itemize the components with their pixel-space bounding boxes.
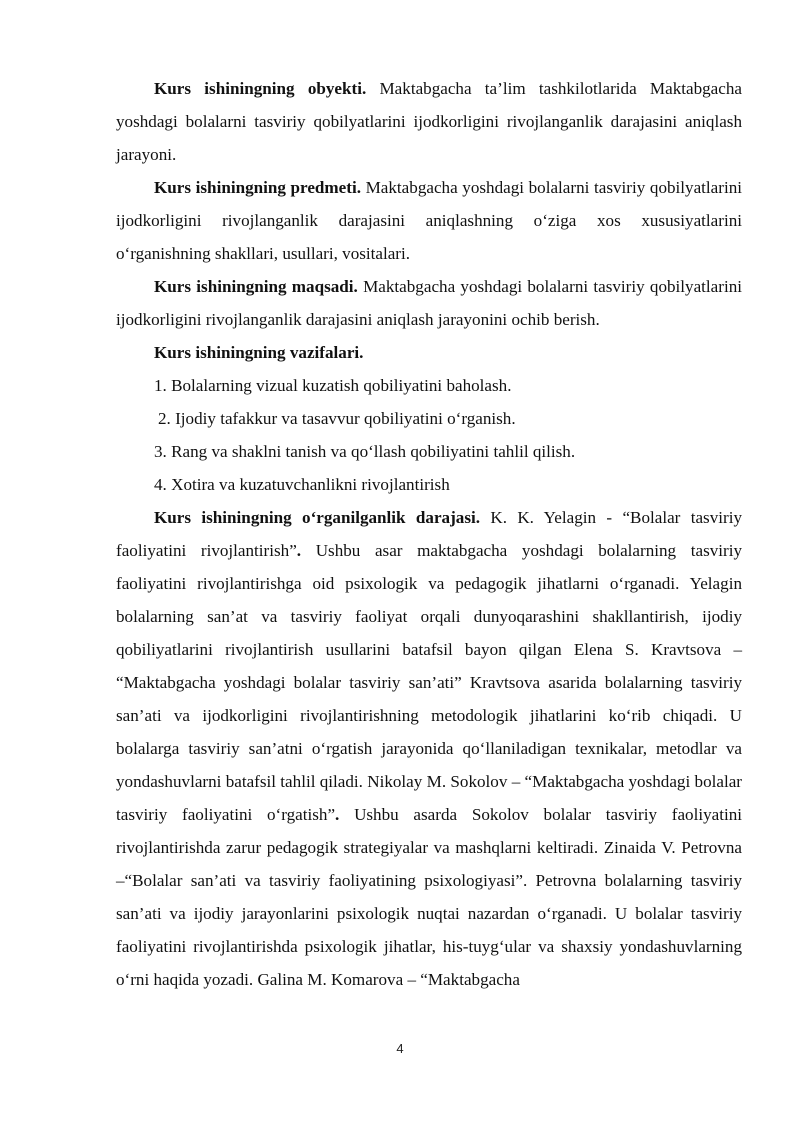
study-paragraph bbox=[116, 501, 742, 996]
study-bold-1: . bbox=[296, 541, 302, 560]
subject-text: Maktabgacha yoshdagi bolalarni tasviriy qobilyatlarini ijodkorligini rivojlanganlik darajasini aniqlashning o‘ziga xos xususiyatlarini o‘rganishning shakllari, usullari, vositalari. bbox=[116, 178, 742, 263]
task-item-1: 1. Bolalarning vizual kuzatish qobiliyatini baholash. bbox=[154, 376, 512, 395]
task-item-3: 3. Rang va shaklni tanish va qo‘llash qobiliyatini tahlil qilish. bbox=[154, 442, 576, 461]
subject-paragraph bbox=[116, 171, 742, 270]
body-text bbox=[116, 72, 742, 996]
study-text-2: Ushbu asar maktabgacha yoshdagi bolalarning tasviriy faoliyatini rivojlantirishga oid psixologik va pedagogik jihatlarni o‘rganadi. Yelagin bolalarning san’at va tasviriy faoliyat orqali dunyoqarashini shakllantirish, ijodiy qobiliyatlarini rivojlantirish usullarini batafsil bayon qilgan Elena S. Kravtsova – “Maktabgacha yoshdagi bolalar tasviriy san’ati” Kravtsova asarida bolalarning tasviriy san’ati va ijodkorligini rivojlantirishning metodologik jihatlarini ko‘rib chiqadi. U bolalarga tasviriy san’atni o‘rgatish jarayonida qo‘llaniladigan texnikalar, metodlar va yondashuvlarni batafsil tahlil qiladi. Nikolay M. Sokolov – “Maktabgacha yoshdagi bolalar tasviriy faoliyatini o‘rgatish” bbox=[116, 541, 743, 824]
study-heading: Kurs ishiningning o‘rganilganlik darajasi. bbox=[154, 508, 481, 527]
subject-heading: Kurs ishiningning predmeti. bbox=[154, 178, 361, 197]
task-item-4: 4. Xotira va kuzatuvchanlikni rivojlantirish bbox=[154, 475, 450, 494]
page-number: 4 bbox=[396, 1041, 404, 1056]
study-bold-2: . bbox=[335, 805, 340, 824]
object-heading: Kurs ishiningning obyekti. bbox=[154, 79, 367, 98]
goal-heading: Kurs ishiningning maqsadi. bbox=[154, 277, 358, 296]
object-text: Maktabgacha ta’lim tashkilotlarida Maktabgacha yoshdagi bolalarni tasviriy qobilyatlarini ijodkorligini rivojlanganlik darajasini aniqlash jarayoni. bbox=[116, 79, 742, 164]
tasks-heading: Kurs ishiningning vazifalari. bbox=[154, 343, 364, 362]
study-text-1: K. K. Yelagin - “Bolalar tasviriy faoliyatini rivojlantirish” bbox=[116, 508, 742, 560]
goal-paragraph bbox=[116, 270, 742, 336]
object-paragraph bbox=[116, 72, 742, 171]
study-text-3: Ushbu asarda Sokolov bolalar tasviriy faoliyatini rivojlantirishda zarur pedagogik strategiyalar va mashqlarni keltiradi. Zinaida V. Petrovna –“Bolalar san’ati va tasviriy faoliyatining psixologiyasi”. Petrovna bolalarning tasviriy san’ati va ijodiy jarayonlarini psixologik nuqtai nazardan o‘rganadi. U bolalar tasviriy faoliyatini rivojlantirishda psixologik jihatlar, his-tuyg‘ular va shaxsiy yondashuvlarning o‘rni haqida yozadi. Galina M. Komarova – “Maktabgacha bbox=[116, 805, 742, 989]
task-item-2: 2. Ijodiy tafakkur va tasavvur qobiliyatini o‘rganish. bbox=[158, 409, 516, 428]
tasks-heading-paragraph bbox=[116, 336, 742, 369]
goal-text: Maktabgacha yoshdagi bolalarni tasviriy qobilyatlarini ijodkorligini rivojlanganlik darajasini aniqlash jarayonini ochib berish. bbox=[116, 277, 742, 329]
